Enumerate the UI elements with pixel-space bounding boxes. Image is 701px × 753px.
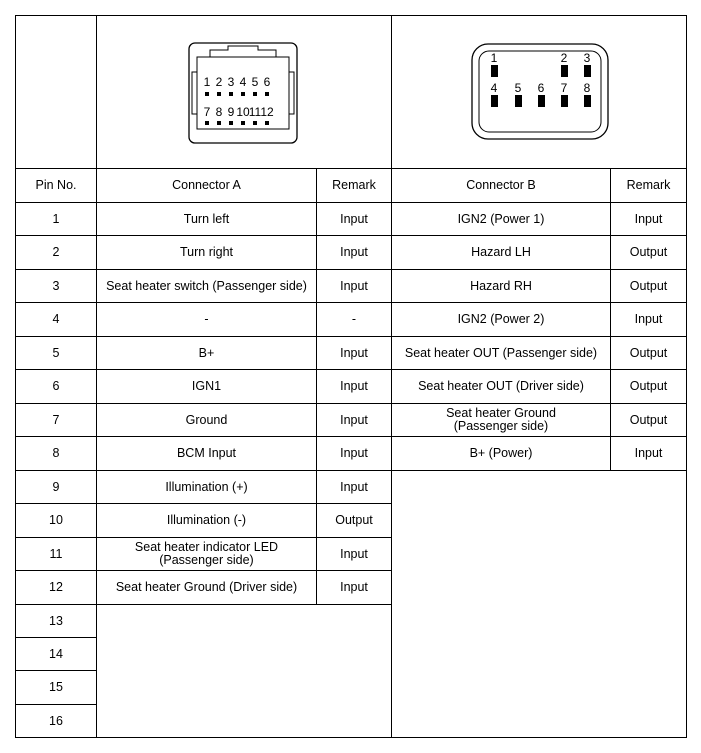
pin-terminal [265, 121, 269, 125]
pin-number-cell-text: 4 [52, 312, 60, 326]
pin-label: 11 [248, 105, 262, 119]
remark-a-cell-text: Input [340, 446, 368, 460]
connector-b-cell [392, 404, 610, 436]
remark-b-cell [611, 404, 686, 436]
header-pin-no [16, 169, 96, 202]
connector-b-cell-text: Hazard LH [471, 245, 531, 259]
remark-a-cell [317, 370, 391, 403]
pin-label: 2 [215, 75, 223, 89]
connector-a-cell [97, 337, 316, 369]
pin-label: 1 [203, 75, 211, 89]
pin-label: 4 [490, 81, 498, 95]
remark-a-cell [317, 404, 391, 436]
remark-b-cell-text: Input [634, 312, 663, 326]
remark-a-cell-text: Output [335, 513, 373, 527]
pin-terminal [253, 121, 257, 125]
pin-label: 4 [239, 75, 247, 89]
pin-number-cell [16, 705, 96, 737]
pin-terminal [491, 95, 498, 107]
remark-a-cell-text: Input [340, 580, 368, 594]
connector-a-cell [97, 538, 316, 570]
pin-terminal [229, 92, 233, 96]
connector-a-cell [97, 437, 316, 470]
table-rule [15, 737, 687, 738]
pin-terminal [217, 121, 221, 125]
pin-number-cell-text: 15 [49, 680, 63, 694]
pin-number-cell [16, 638, 96, 670]
pin-label: 2 [560, 51, 568, 65]
connector-a-cell-text: Seat heater Ground (Driver side) [115, 580, 298, 594]
connector-a-cell-text: Turn left [183, 211, 230, 226]
connector-b-diagram [471, 43, 609, 140]
pin-number-cell [16, 303, 96, 336]
pin-label: 7 [560, 81, 568, 95]
connector-a-cell [97, 236, 316, 269]
connector-b-cell [392, 437, 610, 470]
remark-b-cell-text: Output [629, 379, 668, 393]
pin-terminal [584, 95, 591, 107]
pin-label: 7 [203, 105, 211, 119]
connector-b-cell-text: IGN2 (Power 1) [457, 211, 545, 226]
connector-a-cell [97, 571, 316, 604]
remark-a-cell-text: Input [340, 379, 368, 393]
pin-terminal [253, 92, 257, 96]
pin-terminal [491, 65, 498, 77]
remark-a-cell [317, 236, 391, 269]
connector-a-cell-text: B+ [198, 345, 215, 360]
connector-a-cell [97, 270, 316, 302]
pin-label: 10 [236, 105, 250, 119]
pin-terminal [561, 65, 568, 77]
remark-a-cell-text: Input [340, 245, 368, 259]
pin-number-cell-text: 11 [49, 546, 63, 561]
pin-number-cell-text: 12 [49, 580, 63, 594]
pin-label: 8 [215, 105, 223, 119]
connector-b-cell [392, 270, 610, 302]
pin-number-cell [16, 337, 96, 369]
connector-a-cell-text: Illumination (-) [166, 513, 247, 527]
pin-number-cell-text: 6 [52, 379, 60, 393]
remark-a-cell-text: Input [340, 211, 368, 226]
remark-a-cell [317, 203, 391, 235]
pin-number-cell [16, 236, 96, 269]
remark-a-cell-text: Input [340, 479, 368, 494]
remark-b-cell [611, 270, 686, 302]
remark-b-cell-text: Output [629, 412, 668, 427]
pin-number-cell-text: 5 [52, 345, 60, 360]
pin-number-cell-text: 14 [49, 646, 63, 661]
pin-number-cell [16, 504, 96, 537]
connector-a-cell-text: Seat heater switch (Passenger side) [106, 278, 307, 293]
remark-a-cell [317, 337, 391, 369]
pin-number-cell [16, 538, 96, 570]
pin-number-cell [16, 571, 96, 604]
remark-a-cell [317, 504, 391, 537]
remark-a-cell-text: Input [340, 412, 368, 427]
pin-label: 3 [583, 51, 591, 65]
remark-a-cell-text: Input [340, 345, 368, 360]
connector-a-cell-text: Seat heater indicator LED (Passenger side) [134, 540, 279, 567]
pin-label: 1 [490, 51, 498, 65]
pin-label: 5 [514, 81, 522, 95]
pin-terminal [241, 121, 245, 125]
pin-label: 9 [227, 105, 235, 119]
pin-label: 8 [583, 81, 591, 95]
header-connector-a [97, 169, 316, 202]
pin-label: 6 [263, 75, 271, 89]
pin-number-cell [16, 203, 96, 235]
pin-number-cell [16, 270, 96, 302]
connector-a-cell [97, 504, 316, 537]
pin-label: 12 [260, 105, 274, 119]
table-rule [686, 15, 687, 738]
pin-number-cell [16, 471, 96, 503]
pin-number-cell [16, 370, 96, 403]
connector-b-cell-text: Seat heater OUT (Driver side) [418, 379, 584, 393]
pin-terminal [265, 92, 269, 96]
remark-a-cell [317, 471, 391, 503]
header-connector-b-text: Connector B [466, 178, 536, 192]
connector-a-cell [97, 404, 316, 436]
header-remark-b [611, 169, 686, 202]
connector-a-cell-text: - [204, 312, 209, 326]
pin-terminal [241, 92, 245, 96]
connector-b-cell [392, 236, 610, 269]
remark-b-cell [611, 337, 686, 369]
pin-number-cell [16, 404, 96, 436]
connector-b-cell [392, 203, 610, 235]
pin-number-cell-text: 10 [49, 513, 63, 527]
pin-terminal [584, 65, 591, 77]
connector-b-cell-text: Seat heater OUT (Passenger side) [404, 345, 598, 360]
remark-b-cell-text: Output [629, 278, 668, 293]
connector-b-cell-text: Hazard RH [470, 278, 532, 293]
pin-number-cell-text: 9 [52, 479, 60, 494]
header-connector-a-text: Connector A [172, 178, 241, 192]
header-remark-a [317, 169, 391, 202]
pin-number-cell [16, 671, 96, 704]
pin-terminal [515, 95, 522, 107]
connector-a-cell-text: BCM Input [176, 446, 237, 460]
header-remark-b-text: Remark [626, 178, 671, 192]
pin-number-cell-text: 1 [52, 211, 60, 226]
remark-a-cell [317, 437, 391, 470]
header-connector-b [392, 169, 610, 202]
remark-b-cell [611, 303, 686, 336]
pin-terminal [205, 92, 209, 96]
remark-b-cell [611, 236, 686, 269]
remark-b-cell-text: Input [634, 211, 663, 226]
connector-a-diagram [188, 42, 298, 144]
remark-b-cell-text: Input [634, 446, 663, 460]
pin-label: 3 [227, 75, 235, 89]
pin-label: 6 [537, 81, 545, 95]
remark-b-cell [611, 370, 686, 403]
remark-a-cell-text: Input [340, 278, 368, 293]
connector-b-cell-text: IGN2 (Power 2) [457, 312, 545, 326]
pin-number-cell-text: 7 [52, 412, 60, 427]
remark-a-cell [317, 303, 391, 336]
connector-a-cell-text: Turn right [179, 245, 234, 259]
connector-b-cell-text: Seat heater Ground (Passenger side) [446, 406, 556, 433]
connector-a-cell [97, 203, 316, 235]
pin-terminal [217, 92, 221, 96]
connector-a-cell [97, 303, 316, 336]
pin-number-cell-text: 8 [52, 446, 60, 460]
pin-number-cell-text: 2 [52, 245, 60, 259]
header-pin-no-text: Pin No. [35, 178, 77, 192]
connector-b-cell [392, 303, 610, 336]
remark-b-cell-text: Output [629, 245, 668, 259]
pin-number-cell [16, 437, 96, 470]
remark-a-cell [317, 571, 391, 604]
remark-b-cell [611, 437, 686, 470]
table-rule [15, 15, 687, 16]
connector-a-cell-text: Illumination (+) [165, 479, 248, 494]
remark-b-cell-text: Output [629, 345, 668, 360]
pin-number-cell-text: 13 [49, 613, 63, 628]
pin-terminal [538, 95, 545, 107]
connector-a-cell-text: Ground [185, 412, 228, 427]
remark-b-cell [611, 203, 686, 235]
pin-number-cell-text: 16 [49, 713, 63, 728]
connector-b-cell [392, 370, 610, 403]
remark-a-cell [317, 270, 391, 302]
pin-terminal [229, 121, 233, 125]
pin-label: 5 [251, 75, 259, 89]
pin-number-cell-text: 3 [52, 278, 60, 293]
pin-terminal [205, 121, 209, 125]
remark-a-cell [317, 538, 391, 570]
connector-b-cell [392, 337, 610, 369]
remark-a-cell-text: - [351, 312, 357, 326]
connector-a-cell-text: IGN1 [191, 379, 222, 393]
connector-a-cell [97, 471, 316, 503]
header-remark-a-text: Remark [332, 178, 376, 192]
pin-number-cell [16, 605, 96, 637]
connector-a-cell [97, 370, 316, 403]
pin-terminal [561, 95, 568, 107]
connector-b-cell-text: B+ (Power) [469, 446, 533, 460]
remark-a-cell-text: Input [340, 546, 368, 561]
